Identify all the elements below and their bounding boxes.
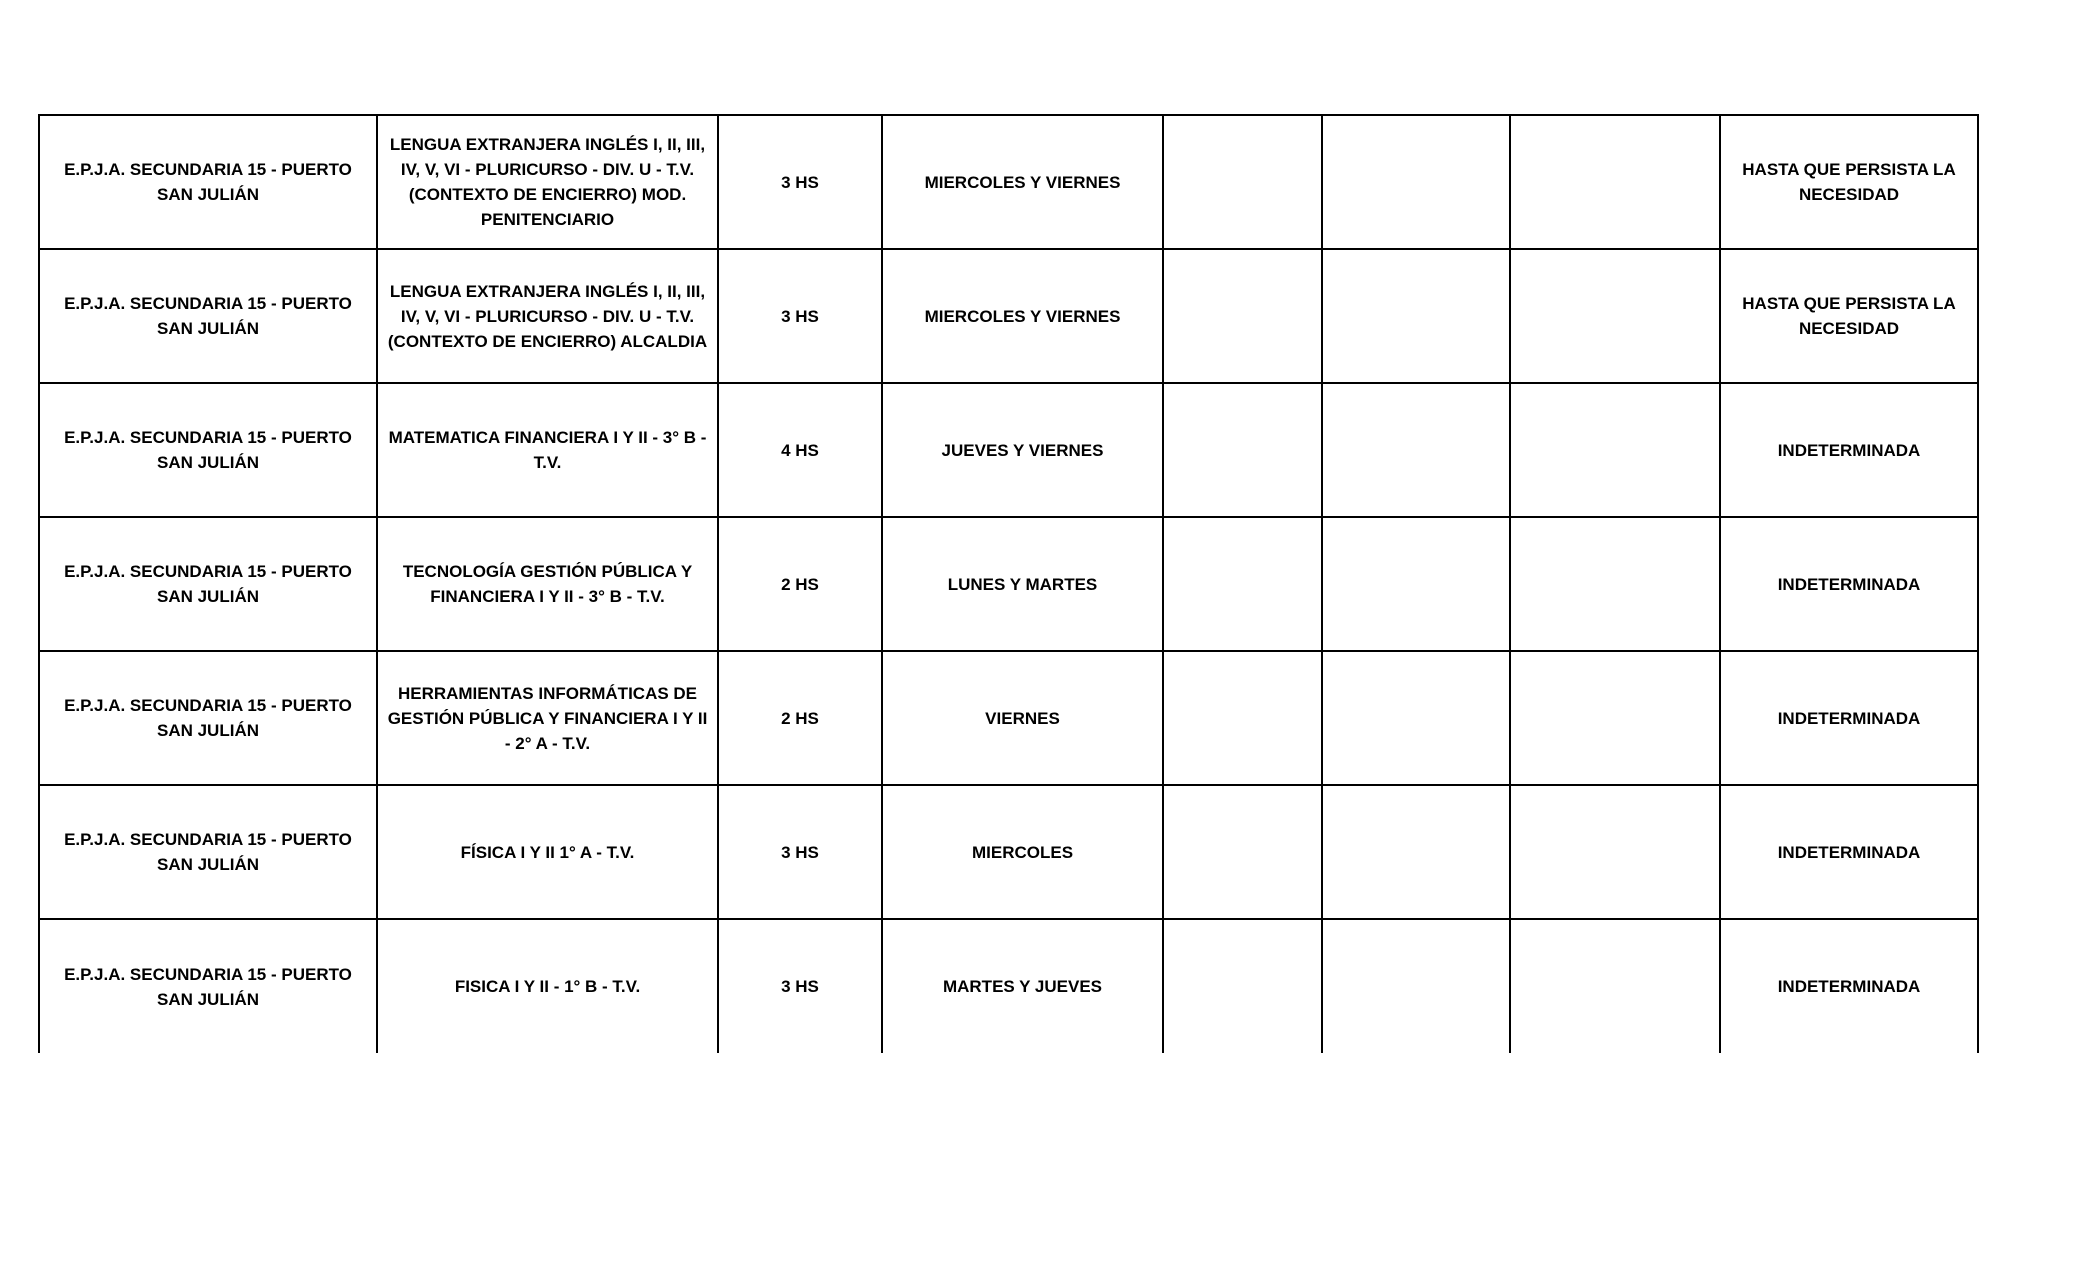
empty-cell <box>1510 651 1720 785</box>
empty-cell <box>1322 919 1510 1053</box>
table-row <box>39 383 1978 517</box>
hours-cell: 3 HS <box>718 785 882 919</box>
empty-cell <box>1163 517 1322 651</box>
empty-cell <box>1510 115 1720 249</box>
school-cell: E.P.J.A. SECUNDARIA 15 - PUERTO SAN JULIÁN <box>39 785 377 919</box>
subject-cell: MATEMATICA FINANCIERA I Y II - 3° B - T.V. <box>377 383 718 517</box>
days-cell: JUEVES Y VIERNES <box>882 383 1163 517</box>
subject-cell: FISICA I Y II - 1° B - T.V. <box>377 919 718 1053</box>
subject-cell: FÍSICA I Y II 1° A - T.V. <box>377 785 718 919</box>
duration-cell: HASTA QUE PERSISTA LA NECESIDAD <box>1720 115 1978 249</box>
duration-cell: INDETERMINADA <box>1720 919 1978 1053</box>
hours-cell: 3 HS <box>718 115 882 249</box>
duration-cell: INDETERMINADA <box>1720 785 1978 919</box>
days-cell: MARTES Y JUEVES <box>882 919 1163 1053</box>
empty-cell <box>1163 249 1322 383</box>
school-cell: E.P.J.A. SECUNDARIA 15 - PUERTO SAN JULIÁN <box>39 383 377 517</box>
school-cell: E.P.J.A. SECUNDARIA 15 - PUERTO SAN JULIÁN <box>39 919 377 1053</box>
empty-cell <box>1322 383 1510 517</box>
hours-cell: 2 HS <box>718 517 882 651</box>
school-cell: E.P.J.A. SECUNDARIA 15 - PUERTO SAN JULIÁN <box>39 115 377 249</box>
duration-cell: INDETERMINADA <box>1720 383 1978 517</box>
empty-cell <box>1510 383 1720 517</box>
subject-cell: LENGUA EXTRANJERA INGLÉS I, II, III, IV, V, VI - PLURICURSO - DIV. U - T.V. (CONTEXTO DE ENCIERRO) MOD. PENITENCIARIO <box>377 115 718 249</box>
school-cell: E.P.J.A. SECUNDARIA 15 - PUERTO SAN JULIÁN <box>39 651 377 785</box>
school-cell: E.P.J.A. SECUNDARIA 15 - PUERTO SAN JULIÁN <box>39 249 377 383</box>
days-cell: LUNES Y MARTES <box>882 517 1163 651</box>
subject-cell: TECNOLOGÍA GESTIÓN PÚBLICA Y FINANCIERA I Y II - 3° B - T.V. <box>377 517 718 651</box>
empty-cell <box>1322 249 1510 383</box>
table-row <box>39 651 1978 785</box>
hours-cell: 3 HS <box>718 919 882 1053</box>
empty-cell <box>1510 249 1720 383</box>
duration-cell: INDETERMINADA <box>1720 517 1978 651</box>
table-row <box>39 785 1978 919</box>
empty-cell <box>1163 651 1322 785</box>
empty-cell <box>1163 919 1322 1053</box>
duration-cell: HASTA QUE PERSISTA LA NECESIDAD <box>1720 249 1978 383</box>
table-row <box>39 517 1978 651</box>
empty-cell <box>1163 115 1322 249</box>
days-cell: VIERNES <box>882 651 1163 785</box>
hours-cell: 4 HS <box>718 383 882 517</box>
subject-cell: LENGUA EXTRANJERA INGLÉS I, II, III, IV, V, VI - PLURICURSO - DIV. U - T.V. (CONTEXTO DE ENCIERRO) ALCALDIA <box>377 249 718 383</box>
table-row <box>39 115 1978 249</box>
empty-cell <box>1322 785 1510 919</box>
hours-cell: 2 HS <box>718 651 882 785</box>
empty-cell <box>1510 785 1720 919</box>
table-row <box>39 249 1978 383</box>
vacancies-table <box>38 114 1979 1053</box>
table-row <box>39 919 1978 1053</box>
empty-cell <box>1163 383 1322 517</box>
empty-cell <box>1322 651 1510 785</box>
subject-cell: HERRAMIENTAS INFORMÁTICAS DE GESTIÓN PÚBLICA Y FINANCIERA I Y II - 2° A - T.V. <box>377 651 718 785</box>
empty-cell <box>1163 785 1322 919</box>
empty-cell <box>1322 517 1510 651</box>
hours-cell: 3 HS <box>718 249 882 383</box>
duration-cell: INDETERMINADA <box>1720 651 1978 785</box>
days-cell: MIERCOLES <box>882 785 1163 919</box>
days-cell: MIERCOLES Y VIERNES <box>882 249 1163 383</box>
empty-cell <box>1510 919 1720 1053</box>
days-cell: MIERCOLES Y VIERNES <box>882 115 1163 249</box>
school-cell: E.P.J.A. SECUNDARIA 15 - PUERTO SAN JULIÁN <box>39 517 377 651</box>
empty-cell <box>1322 115 1510 249</box>
empty-cell <box>1510 517 1720 651</box>
